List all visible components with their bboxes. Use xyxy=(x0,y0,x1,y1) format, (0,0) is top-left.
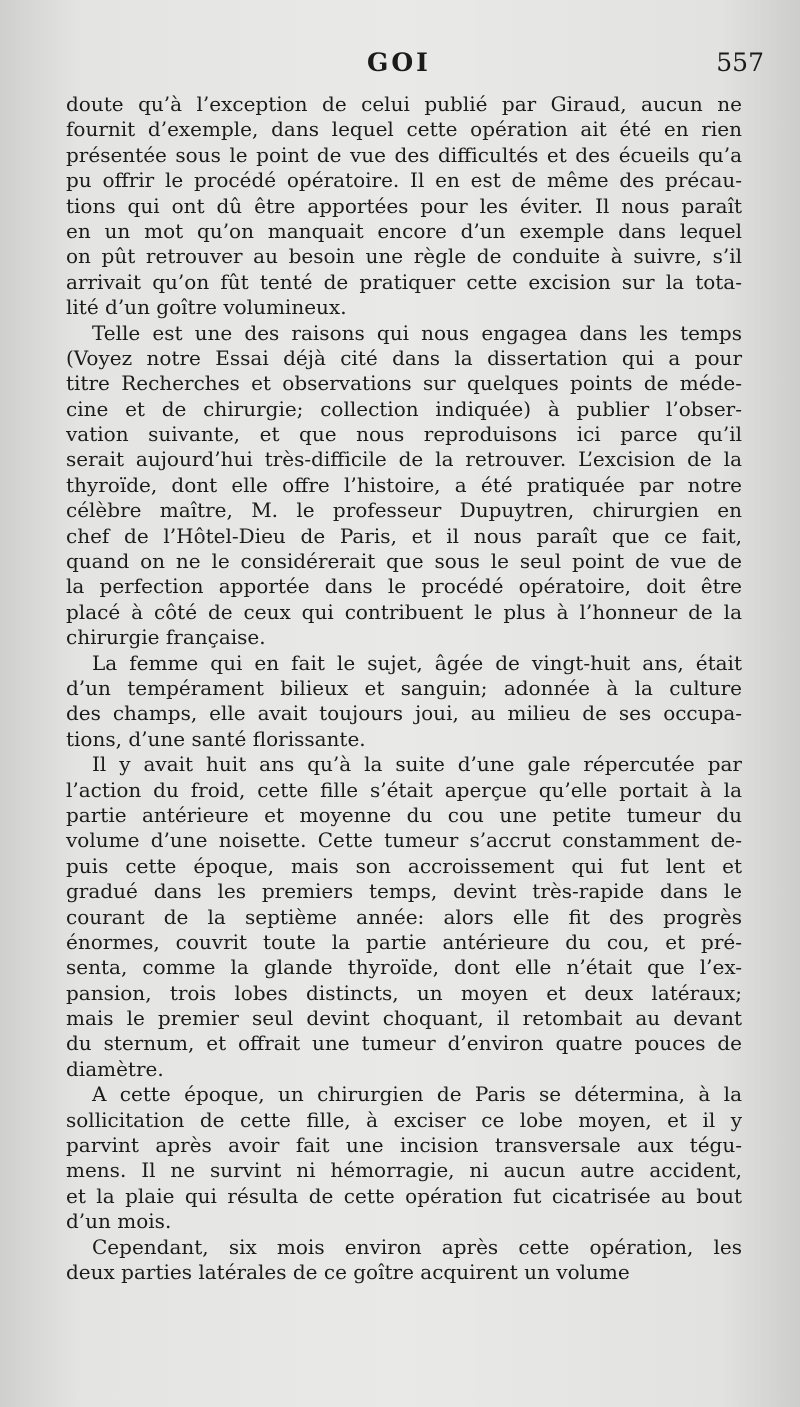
text-line: Cependant, six mois environ après cette opération, les xyxy=(92,1234,742,1259)
text-line: chef de l’Hôtel-Dieu de Paris, et il nous paraît que ce fait, xyxy=(66,523,742,548)
text-line: partie antérieure et moyenne du cou une petite tumeur du xyxy=(66,802,742,827)
paragraph xyxy=(66,1082,742,1234)
text-line: deux parties latérales de ce goître acquirent un volume xyxy=(66,1259,630,1284)
text-line: la perfection apportée dans le procédé opératoire, doit être xyxy=(66,574,742,599)
running-head xyxy=(0,48,800,88)
paragraph xyxy=(66,321,742,651)
text-line: tions qui ont dû être apportées pour les éviter. Il nous paraît xyxy=(66,193,742,218)
paragraph xyxy=(66,651,742,753)
paragraph xyxy=(66,1235,742,1286)
text-line: d’un mois. xyxy=(66,1209,172,1234)
text-line: présentée sous le point de vue des difficultés et des écueils qu’a xyxy=(66,142,742,167)
text-line: cine et de chirurgie; collection indiquée) à publier l’obser- xyxy=(66,396,742,421)
text-line: serait aujourd’hui très-difficile de la retrouver. L’excision de la xyxy=(66,447,742,472)
paragraph xyxy=(66,92,742,321)
text-line: gradué dans les premiers temps, devint très-rapide dans le xyxy=(66,879,742,904)
page-number: 557 xyxy=(716,48,764,77)
text-line: La femme qui en fait le sujet, âgée de vingt-huit ans, était xyxy=(92,650,742,675)
text-line: quand on ne le considérerait que sous le seul point de vue de xyxy=(66,549,742,574)
text-line: chirurgie française. xyxy=(66,625,266,650)
text-line: thyroïde, dont elle offre l’histoire, a été pratiquée par notre xyxy=(66,472,742,497)
text-line: volume d’une noisette. Cette tumeur s’accrut constamment de- xyxy=(66,828,742,853)
text-line: Telle est une des raisons qui nous engagea dans les temps xyxy=(92,320,742,345)
text-line: sollicitation de cette fille, à exciser ce lobe moyen, et il y xyxy=(66,1107,742,1132)
text-line: Il y avait huit ans qu’à la suite d’une gale répercutée par xyxy=(92,752,742,777)
text-line: en un mot qu’on manquait encore d’un exemple dans lequel xyxy=(66,218,742,243)
text-line: tions, d’une santé florissante. xyxy=(66,726,366,751)
paragraph xyxy=(66,752,742,1082)
text-line: des champs, elle avait toujours joui, au milieu de ses occupa- xyxy=(66,701,742,726)
text-line: A cette époque, un chirurgien de Paris se détermina, à la xyxy=(92,1082,742,1107)
text-line: célèbre maître, M. le professeur Dupuytren, chirurgien en xyxy=(66,498,742,523)
text-line: (Voyez notre Essai déjà cité dans la dissertation qui a pour xyxy=(66,345,742,370)
text-line: pansion, trois lobes distincts, un moyen et deux latéraux; xyxy=(66,980,742,1005)
text-line: lité d’un goître volumineux. xyxy=(66,295,347,320)
text-line: senta, comme la glande thyroïde, dont elle n’était que l’ex- xyxy=(66,955,742,980)
text-line: d’un tempérament bilieux et sanguin; adonnée à la culture xyxy=(66,675,742,700)
running-title: GOI xyxy=(367,48,431,77)
text-line: on pût retrouver au besoin une règle de conduite à suivre, s’il xyxy=(66,244,742,269)
text-line: et la plaie qui résulta de cette opération fut cicatrisée au bout xyxy=(66,1183,742,1208)
text-line: mens. Il ne survint ni hémorragie, ni aucun autre accident, xyxy=(66,1158,742,1183)
text-line: diamètre. xyxy=(66,1056,164,1081)
text-line: doute qu’à l’exception de celui publié par Giraud, aucun ne xyxy=(66,92,742,116)
text-line: l’action du froid, cette fille s’était aperçue qu’elle portait à la xyxy=(66,777,742,802)
text-line: courant de la septième année: alors elle fit des progrès xyxy=(66,904,742,929)
text-line: pu offrir le procédé opératoire. Il en est de même des précau- xyxy=(66,168,742,193)
text-line: du sternum, et offrait une tumeur d’environ quatre pouces de xyxy=(66,1031,742,1056)
body-text xyxy=(66,92,742,1285)
text-line: vation suivante, et que nous reproduisons ici parce qu’il xyxy=(66,422,742,447)
text-line: titre Recherches et observations sur quelques points de méde- xyxy=(66,371,742,396)
text-line: puis cette époque, mais son accroissement qui fut lent et xyxy=(66,853,742,878)
text-line: placé à côté de ceux qui contribuent le plus à l’honneur de la xyxy=(66,599,742,624)
text-line: fournit d’exemple, dans lequel cette opération ait été en rien xyxy=(66,117,742,142)
text-line: mais le premier seul devint choquant, il retombait au devant xyxy=(66,1006,742,1031)
text-line: parvint après avoir fait une incision transversale aux tégu- xyxy=(66,1133,742,1158)
text-line: arrivait qu’on fût tenté de pratiquer cette excision sur la tota- xyxy=(66,269,742,294)
text-line: énormes, couvrit toute la partie antérieure du cou, et pré- xyxy=(66,929,742,954)
